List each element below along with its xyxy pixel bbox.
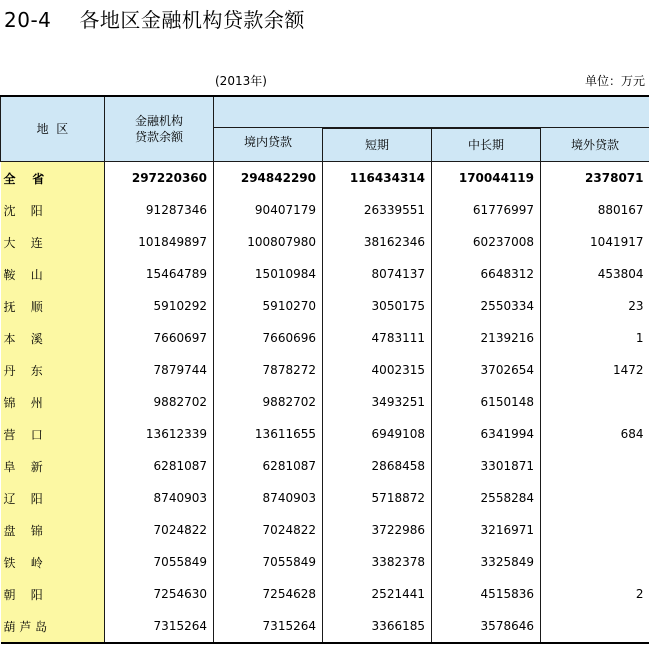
value-cell-domestic: 7254628 (214, 578, 323, 610)
value-cell-short: 2521441 (323, 578, 432, 610)
value-cell-medium-long: 2558284 (432, 482, 541, 514)
value-cell-medium-long: 3578646 (432, 610, 541, 643)
value-cell-domestic: 5910270 (214, 290, 323, 322)
value-cell-domestic: 6281087 (214, 450, 323, 482)
value-cell-foreign (541, 610, 649, 643)
header-medium-long-term: 中长期 (432, 129, 541, 162)
value-cell-foreign (541, 546, 649, 578)
header-region: 地 区 (1, 96, 105, 162)
value-cell-domestic: 294842290 (214, 162, 323, 195)
region-cell: 沈 阳 (1, 194, 105, 226)
value-cell-medium-long: 170044119 (432, 162, 541, 195)
loan-table (0, 95, 649, 644)
value-cell-total: 7055849 (153, 555, 207, 569)
table-row (1, 610, 649, 643)
value-cell-total: 8740903 (153, 491, 207, 505)
value-cell-short: 3050175 (323, 290, 432, 322)
value-cell-domestic: 7024822 (214, 514, 323, 546)
header-total-loans (105, 96, 214, 162)
header-total-loans-line1: 金融机构 (134, 114, 183, 128)
value-cell-total: 13612339 (145, 427, 207, 441)
table-row (1, 162, 649, 195)
value-cell-total: 101849897 (138, 235, 207, 249)
value-cell-total: 9882702 (153, 395, 207, 409)
value-cell-short: 26339551 (323, 194, 432, 226)
region-cell: 营 口 (1, 418, 105, 450)
value-cell-total: 6281087 (153, 459, 207, 473)
region-cell: 锦 州 (1, 386, 105, 418)
value-cell-short: 116434314 (323, 162, 432, 195)
table-row (1, 514, 649, 546)
table-body (1, 162, 649, 644)
region-cell: 丹 东 (1, 354, 105, 386)
region-cell: 辽 阳 (1, 482, 105, 514)
region-cell: 全 省 (1, 162, 105, 195)
value-cell-foreign: 684 (541, 418, 649, 450)
region-cell: 铁 岭 (1, 546, 105, 578)
value-cell-foreign (541, 450, 649, 482)
value-cell-domestic: 7660696 (214, 322, 323, 354)
region-cell: 大 连 (1, 226, 105, 258)
value-cell-foreign: 1472 (541, 354, 649, 386)
table-row (1, 226, 649, 258)
value-cell-domestic: 9882702 (214, 386, 323, 418)
value-cell-foreign: 453804 (541, 258, 649, 290)
value-cell-foreign (541, 386, 649, 418)
value-cell-short: 3493251 (323, 386, 432, 418)
value-cell-total: 7660697 (153, 331, 207, 345)
value-cell-foreign (541, 514, 649, 546)
table-number: 20-4 (4, 8, 52, 32)
header-total-loans-line2: 贷款余额 (134, 130, 183, 144)
table-row (1, 482, 649, 514)
value-cell-domestic: 13611655 (214, 418, 323, 450)
value-cell-domestic: 15010984 (214, 258, 323, 290)
table-row (1, 546, 649, 578)
value-cell-short: 8074137 (323, 258, 432, 290)
value-cell-short: 38162346 (323, 226, 432, 258)
region-cell: 朝 阳 (1, 578, 105, 610)
value-cell-short: 5718872 (323, 482, 432, 514)
value-cell-medium-long: 6341994 (432, 418, 541, 450)
value-cell-foreign: 2378071 (541, 162, 649, 195)
table-row (1, 194, 649, 226)
value-cell-foreign: 2 (541, 578, 649, 610)
value-cell-domestic: 90407179 (214, 194, 323, 226)
value-cell-short: 4002315 (323, 354, 432, 386)
value-cell-medium-long: 60237008 (432, 226, 541, 258)
table-row (1, 322, 649, 354)
table-header (1, 96, 649, 162)
value-cell-total: 297220360 (131, 171, 207, 185)
region-cell: 本 溪 (1, 322, 105, 354)
value-cell-domestic: 8740903 (214, 482, 323, 514)
header-foreign: 境外贷款 (541, 128, 649, 162)
value-cell-medium-long: 2550334 (432, 290, 541, 322)
value-cell-total: 15464789 (145, 267, 207, 281)
value-cell-foreign: 1041917 (541, 226, 649, 258)
value-cell-medium-long: 3216971 (432, 514, 541, 546)
header-group-blank (214, 96, 649, 128)
value-cell-medium-long: 4515836 (432, 578, 541, 610)
table-title: 各地区金融机构贷款余额 (79, 8, 305, 32)
value-cell-total: 7024822 (153, 523, 207, 537)
header-short-term: 短期 (323, 129, 432, 162)
region-cell: 抚 顺 (1, 290, 105, 322)
region-cell: 盘 锦 (1, 514, 105, 546)
loan-table-container (0, 95, 649, 644)
value-cell-short: 2868458 (323, 450, 432, 482)
value-cell-short: 3382378 (323, 546, 432, 578)
table-row (1, 258, 649, 290)
value-cell-short: 6949108 (323, 418, 432, 450)
value-cell-domestic: 7315264 (214, 610, 323, 643)
region-cell: 鞍 山 (1, 258, 105, 290)
value-cell-medium-long: 3301871 (432, 450, 541, 482)
value-cell-total: 5910292 (153, 299, 207, 313)
table-row (1, 418, 649, 450)
table-row (1, 354, 649, 386)
value-cell-foreign: 880167 (541, 194, 649, 226)
table-row (1, 450, 649, 482)
value-cell-total: 7254630 (153, 587, 207, 601)
value-cell-total: 7879744 (153, 363, 207, 377)
value-cell-short: 3366185 (323, 610, 432, 643)
value-cell-foreign: 23 (541, 290, 649, 322)
page-title (4, 4, 305, 33)
value-cell-total: 7315264 (105, 610, 214, 643)
region-cell: 葫 芦 岛 (1, 610, 105, 643)
value-cell-short: 4783111 (323, 322, 432, 354)
year-subtitle: (2013年) (215, 74, 267, 88)
value-cell-foreign (541, 482, 649, 514)
value-cell-medium-long: 61776997 (432, 194, 541, 226)
value-cell-medium-long: 2139216 (432, 322, 541, 354)
region-cell: 阜 新 (1, 450, 105, 482)
table-row (1, 386, 649, 418)
value-cell-total: 91287346 (145, 203, 207, 217)
header-domestic: 境内贷款 (214, 128, 323, 162)
value-cell-medium-long: 6648312 (432, 258, 541, 290)
value-cell-medium-long: 3702654 (432, 354, 541, 386)
table-row (1, 290, 649, 322)
value-cell-domestic: 100807980 (214, 226, 323, 258)
value-cell-short: 3722986 (323, 514, 432, 546)
unit-label: 单位：万元 (584, 74, 645, 88)
value-cell-domestic: 7055849 (214, 546, 323, 578)
value-cell-medium-long: 3325849 (432, 546, 541, 578)
table-row (1, 578, 649, 610)
value-cell-medium-long: 6150148 (432, 386, 541, 418)
value-cell-foreign: 1 (541, 322, 649, 354)
value-cell-domestic: 7878272 (214, 354, 323, 386)
